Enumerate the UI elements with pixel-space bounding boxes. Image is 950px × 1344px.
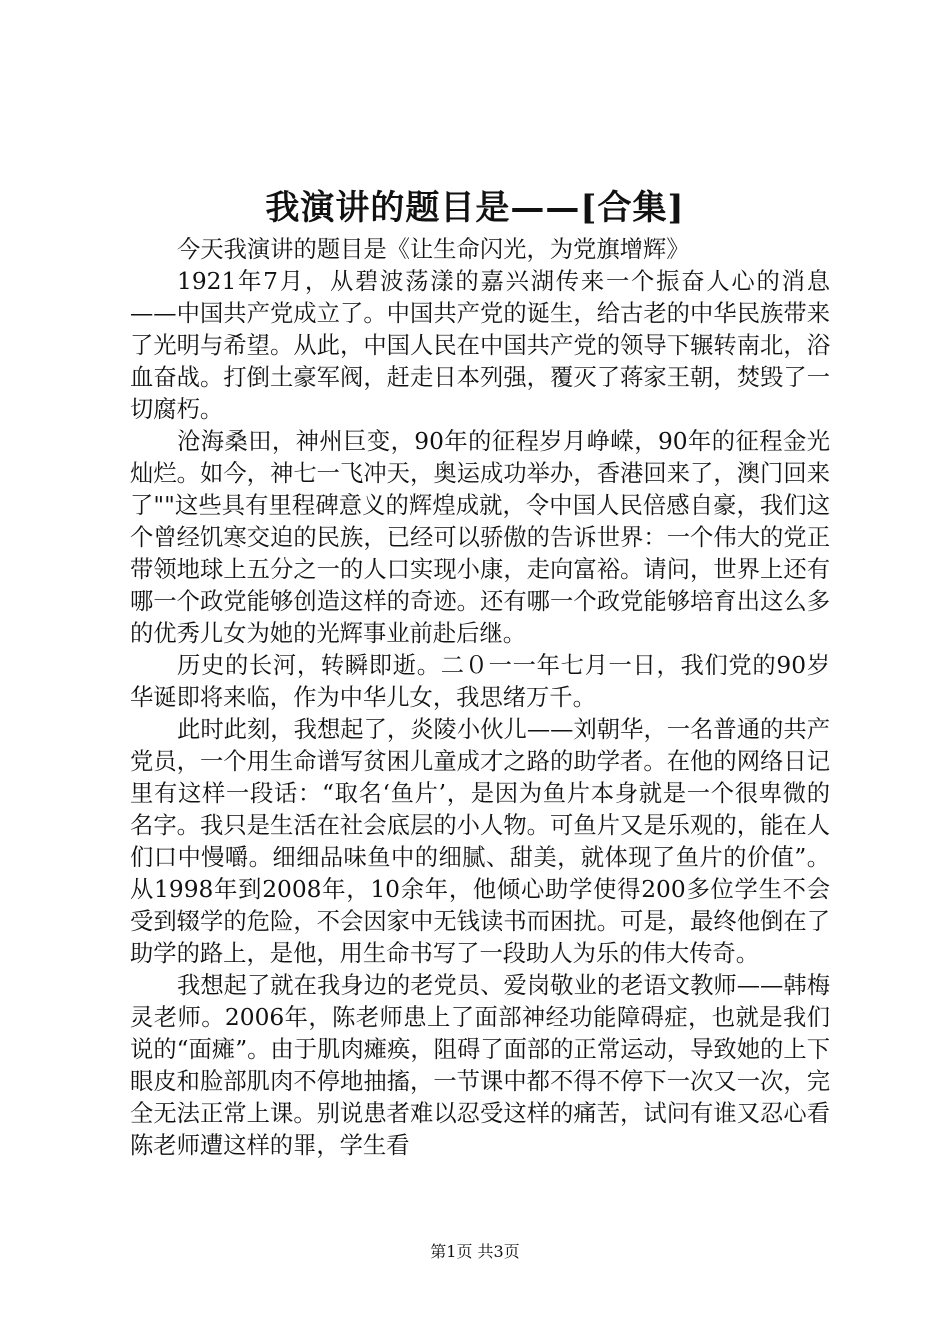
page-footer: 第1页 共3页 [430,1242,520,1261]
paragraph-teacher: 我想起了就在我身边的老党员、爱岗敬业的老语文教师——韩梅灵老师。2006年，陈老师患上了面部神经功能障碍症，也就是我们说的“面瘫”。由于肌肉瘫痪，阻碍了面部的正常运动，导致她的上下眼皮和脸部肌肉不停地抽搐，一节课中都不得不停下一次又一次，完全无法正常上课。别说患者难以忍受这样的痛苦，试问有谁又忍心看陈老师遭这样的罪，学生看 [130,972,830,1159]
document-title: 我演讲的题目是——[合集] [265,188,685,228]
paragraph-liu-chaohua: 此时此刻，我想起了，炎陵小伙儿——刘朝华，一名普通的共产党员，一个用生命谱写贫困儿童成才之路的助学者。在他的网络日记里有这样一段话：“取名‘鱼片’，是因为鱼片本身就是一个很卑微的名字。我只是生活在社会底层的小人物。可鱼片又是乐观的，能在人们口中慢嚼。细细品味鱼中的细腻、甜美，就体现了鱼片的价值”。从1998年到2008年，10余年，他倾心助学使得200多位学生不会受到辍学的危险，不会因家中无钱读书而困扰。可是，最终他倒在了助学的路上，是他，用生命书写了一段助人为乐的伟大传奇。 [130,716,830,967]
paragraph-anniversary: 历史的长河，转瞬即逝。二０一一年七月一日，我们党的90岁华诞即将来临，作为中华儿女，我思绪万千。 [130,652,830,711]
paragraph-achievements: 沧海桑田，神州巨变，90年的征程岁月峥嵘，90年的征程金光灿烂。如今，神七一飞冲天，奥运成功举办，香港回来了，澳门回来了""这些具有里程碑意义的辉煌成就，令中国人民倍感自豪，我们这个曾经饥寒交迫的民族，已经可以骄傲的告诉世界：一个伟大的党正带领地球上五分之一的人口实现小康，走向富裕。请问，世界上还有哪一个政党能够创造这样的奇迹。还有哪一个政党能够培育出这么多的优秀儿女为她的光辉事业前赴后继。 [130,428,830,647]
paragraph-founding: 1921年7月，从碧波荡漾的嘉兴湖传来一个振奋人心的消息——中国共产党成立了。中国共产党的诞生，给古老的中华民族带来了光明与希望。从此，中国人民在中国共产党的领导下辗转南北，浴血奋战。打倒土豪军阀，赶走日本列强，覆灭了蒋家王朝，焚毁了一切腐朽。 [130,268,830,423]
document-body [130,234,830,1162]
paragraph-intro: 今天我演讲的题目是《让生命闪光，为党旗增辉》 [177,236,690,263]
